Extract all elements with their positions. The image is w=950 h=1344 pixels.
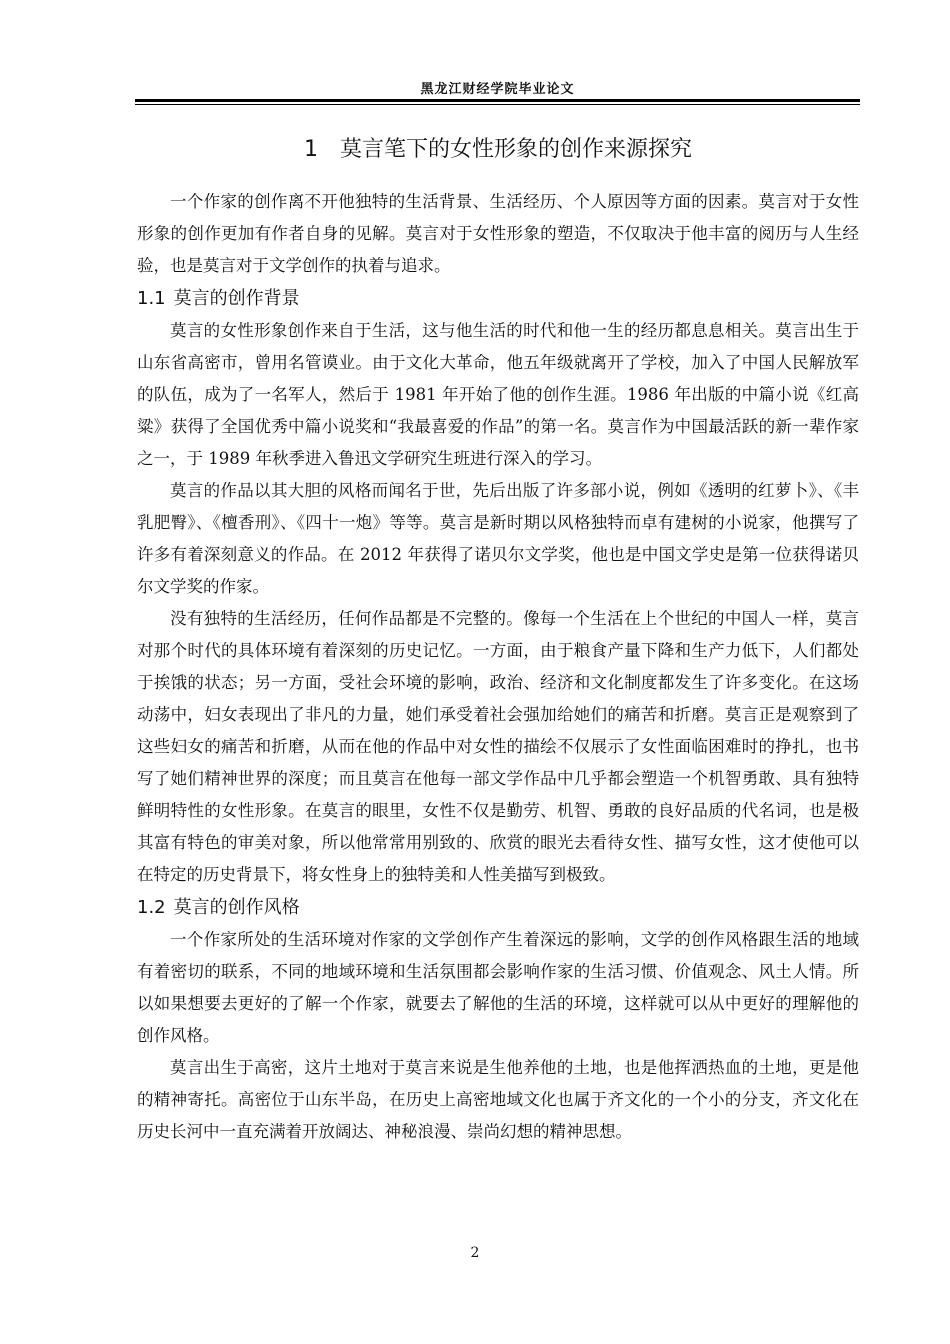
paragraph: 一个作家所处的生活环境对作家的文学创作产生着深远的影响，文学的创作风格跟生活的地域有着密切的联系，不同的地域环境和生活氛围都会影响作家的生活习惯、价值观念、风土人情。所以如果想要去更好的了解一个作家，就要去了解他的生活的环境，这样就可以从中更好的理解他的创作风格。	[137, 930, 859, 1045]
running-header: 黑龙江财经学院毕业论文	[420, 82, 575, 97]
paragraph: 莫言的作品以其大胆的风格而闻名于世，先后出版了许多部小说，例如《透明的红萝卜》、《丰乳肥臀》、《檀香刑》、《四十一炮》等等。莫言是新时期以风格独特而卓有建树的小说家，他撰写了许多有着深刻意义的作品。在 2012 年获得了诺贝尔文学奖，他也是中国文学史是第一位获得诺贝尔文学奖的作家。	[137, 481, 859, 596]
body-content	[137, 132, 859, 1148]
section-heading-1-2	[137, 891, 859, 924]
section-heading-1-1	[137, 282, 859, 315]
paragraph: 莫言出生于高密，这片土地对于莫言来说是生他养他的土地，也是他挥洒热血的土地，更是他的精神寄托。高密位于山东半岛，在历史上高密地域文化也属于齐文化的一个小的分支，齐文化在历史长河中一直充满着开放阔达、神秘浪漫、崇尚幻想的精神思想。	[137, 1058, 859, 1141]
header-rule-thick	[135, 99, 860, 102]
section-number: 1.1	[137, 288, 166, 309]
intro-paragraph: 一个作家的创作离不开他独特的生活背景、生活经历、个人原因等方面的因素。莫言对于女性形象的创作更加有作者自身的见解。莫言对于女性形象的塑造，不仅取决于他丰富的阅历与人生经验，也是莫言对于文学创作的执着与追求。	[137, 192, 859, 275]
chapter-heading	[137, 132, 859, 168]
page-number: 2	[470, 1245, 480, 1261]
paragraph: 莫言的女性形象创作来自于生活，这与他生活的时代和他一生的经历都息息相关。莫言出生于山东省高密市，曾用名管谟业。由于文化大革命，他五年级就离开了学校，加入了中国人民解放军的队伍，成为了一名军人，然后于 1981 年开始了他的创作生涯。1986 年出版的中篇小说《红高粱》获得了全国优秀中篇小说奖和“我最喜爱的作品”的第一名。莫言作为中国最活跃的新一辈作家之一，于 1989 年秋季进入鲁迅文学研究生班进行深入的学习。	[137, 321, 859, 468]
section-number: 1.2	[137, 897, 166, 918]
section-title: 莫言的创作风格	[173, 897, 300, 918]
header-rule-thin	[135, 104, 860, 105]
chapter-title: 莫言笔下的女性形象的创作来源探究	[339, 137, 692, 162]
chapter-number: 1	[303, 137, 318, 162]
section-title: 莫言的创作背景	[173, 288, 300, 309]
paragraph: 没有独特的生活经历，任何作品都是不完整的。像每一个生活在上个世纪的中国人一样，莫言对那个时代的具体环境有着深刻的历史记忆。一方面，由于粮食产量下降和生产力低下，人们都处于挨饿的状态；另一方面，受社会环境的影响，政治、经济和文化制度都发生了许多变化。在这场动荡中，妇女表现出了非凡的力量，她们承受着社会强加给她们的痛苦和折磨。莫言正是观察到了这些妇女的痛苦和折磨，从而在他的作品中对女性的描绘不仅展示了女性面临困难时的挣扎，也书写了她们精神世界的深度；而且莫言在他每一部文学作品中几乎都会塑造一个机智勇敢、具有独特鲜明特性的女性形象。在莫言的眼里，女性不仅是勤劳、机智、勇敢的良好品质的代名词，也是极其富有特色的审美对象，所以他常常用别致的、欣赏的眼光去看待女性、描写女性，这才使他可以在特定的历史背景下，将女性身上的独特美和人性美描写到极致。	[137, 609, 859, 884]
